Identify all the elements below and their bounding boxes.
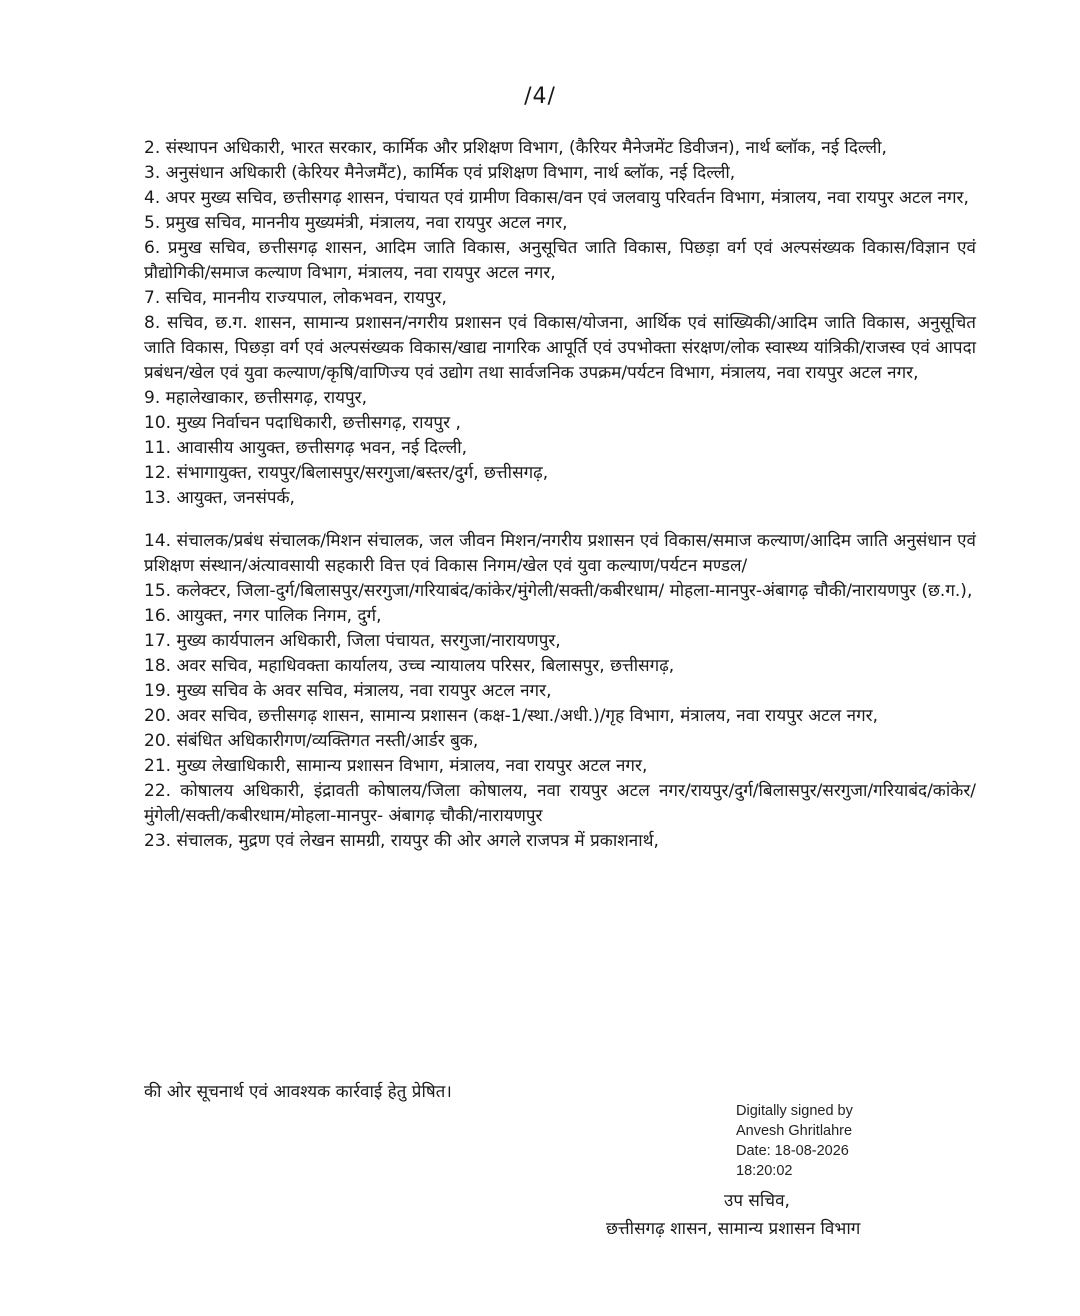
- list-item: 18. अवर सचिव, महाधिवक्ता कार्यालय, उच्च न्यायालय परिसर, बिलासपुर, छत्तीसगढ़,: [144, 656, 675, 676]
- list-item: 11. आवासीय आयुक्त, छत्तीसगढ़ भवन, नई दिल्ली,: [144, 438, 468, 458]
- list-item: 20. संबंधित अधिकारीगण/व्यक्तिगत नस्ती/आर्डर बुक,: [144, 731, 479, 751]
- signature-date: Date: 18-08-2026: [736, 1143, 849, 1159]
- list-item: 6. प्रमुख सचिव, छत्तीसगढ़ शासन, आदिम जाति विकास, अनुसूचित जाति विकास, पिछड़ा वर्ग एवं अल्पसंख्यक विकास/विज्ञान एवं प्रौद्योगिकी/समाज कल्याण विभाग, मंत्रालय, नवा रायपुर अटल नगर,: [144, 238, 976, 283]
- signer-name: Anvesh Ghritlahre: [736, 1123, 853, 1139]
- list-item: 20. अवर सचिव, छत्तीसगढ़ शासन, सामान्य प्रशासन (कक्ष-1/स्था./अधी.)/गृह विभाग, मंत्रालय, नवा रायपुर अटल नगर,: [144, 706, 879, 726]
- list-item: 23. संचालक, मुद्रण एवं लेखन सामग्री, रायपुर की ओर अगले राजपत्र में प्रकाशनार्थ,: [144, 831, 659, 851]
- page-number: /4/: [524, 84, 556, 109]
- signature-time: 18:20:02: [736, 1163, 793, 1179]
- list-item: 9. महालेखाकार, छत्तीसगढ़, रायपुर,: [144, 388, 368, 408]
- list-item: 13. आयुक्त, जनसंपर्क,: [144, 488, 295, 508]
- list-item: 22. कोषालय अधिकारी, इंद्रावती कोषालय/जिला कोषालय, नवा रायपुर अटल नगर/रायपुर/दुर्ग/बिलासपुर/सरगुजा/गरियाबंद/कांकेर/मुंगेली/सक्ती/कबीरधाम/मोहला-मानपुर- अंबागढ़ चौकी/नारायणपुर: [144, 781, 976, 826]
- list-item: 8. सचिव, छ.ग. शासन, सामान्य प्रशासन/नगरीय प्रशासन एवं विकास/योजना, आर्थिक एवं सांख्यिकी/आदिम जाति विकास, अनुसूचित जाति विकास, पिछड़ा वर्ग एवं अल्पसंख्यक विकास/खाद्य नागरिक आपूर्ति एवं उपभोक्ता संरक्षण/लोक स्वास्थ्य यांत्रिकी/राजस्व एवं आपदा प्रबंधन/खेल एवं युवा कल्याण/कृषि/वाणिज्य एवं उद्योग तथा सार्वजनिक उपक्रम/पर्यटन विभाग, मंत्रालय, नवा रायपुर अटल नगर,: [144, 313, 976, 383]
- list-item: 14. संचालक/प्रबंध संचालक/मिशन संचालक, जल जीवन मिशन/नगरीय प्रशासन एवं विकास/समाज कल्याण/आदिम जाति अनुसंधान एवं प्रशिक्षण संस्थान/अंत्यावसायी सहकारी वित्त एवं विकास निगम/खेल एवं युवा कल्याण/पर्यटन मण्डल/: [144, 531, 976, 576]
- list-item: 21. मुख्य लेखाधिकारी, सामान्य प्रशासन विभाग, मंत्रालय, नवा रायपुर अटल नगर,: [144, 756, 648, 776]
- list-item: 5. प्रमुख सचिव, माननीय मुख्यमंत्री, मंत्रालय, नवा रायपुर अटल नगर,: [144, 213, 568, 233]
- list-item: 7. सचिव, माननीय राज्यपाल, लोकभवन, रायपुर,: [144, 288, 447, 308]
- closing-line: की ओर सूचनार्थ एवं आवश्यक कार्रवाई हेतु प्रेषित।: [144, 1082, 452, 1102]
- signatory-designation: उप सचिव,: [724, 1191, 790, 1211]
- list-item: 10. मुख्य निर्वाचन पदाधिकारी, छत्तीसगढ़, रायपुर ,: [144, 413, 461, 433]
- list-item: 2. संस्थापन अधिकारी, भारत सरकार, कार्मिक और प्रशिक्षण विभाग, (कैरियर मैनेजमेंट डिवीजन), नार्थ ब्लॉक, नई दिल्ली,: [144, 138, 887, 158]
- list-item: 3. अनुसंधान अधिकारी (केरियर मैनेजमैंट), कार्मिक एवं प्रशिक्षण विभाग, नार्थ ब्लॉक, नई दिल्ली,: [144, 163, 736, 183]
- list-item: 16. आयुक्त, नगर पालिक निगम, दुर्ग,: [144, 606, 382, 626]
- list-item: 12. संभागायुक्त, रायपुर/बिलासपुर/सरगुजा/बस्तर/दुर्ग, छत्तीसगढ़,: [144, 463, 549, 483]
- list-item: 15. कलेक्टर, जिला-दुर्ग/बिलासपुर/सरगुजा/गरियाबंद/कांकेर/मुंगेली/सक्ती/कबीरधाम/ मोहला-मानपुर-अंबागढ़ चौकी/नारायणपुर (छ.ग.),: [144, 581, 973, 601]
- signature-label: Digitally signed by: [736, 1103, 853, 1119]
- list-item: 19. मुख्य सचिव के अवर सचिव, मंत्रालय, नवा रायपुर अटल नगर,: [144, 681, 552, 701]
- list-item: 17. मुख्य कार्यपालन अधिकारी, जिला पंचायत, सरगुजा/नारायणपुर,: [144, 631, 561, 651]
- digital-signature-block: [736, 1101, 853, 1181]
- list-item: 4. अपर मुख्य सचिव, छत्तीसगढ़ शासन, पंचायत एवं ग्रामीण विकास/वन एवं जलवायु परिवर्तन विभाग, मंत्रालय, नवा रायपुर अटल नगर,: [144, 188, 969, 208]
- distribution-list: [144, 136, 976, 854]
- signatory-department: छत्तीसगढ़ शासन, सामान्य प्रशासन विभाग: [606, 1219, 861, 1239]
